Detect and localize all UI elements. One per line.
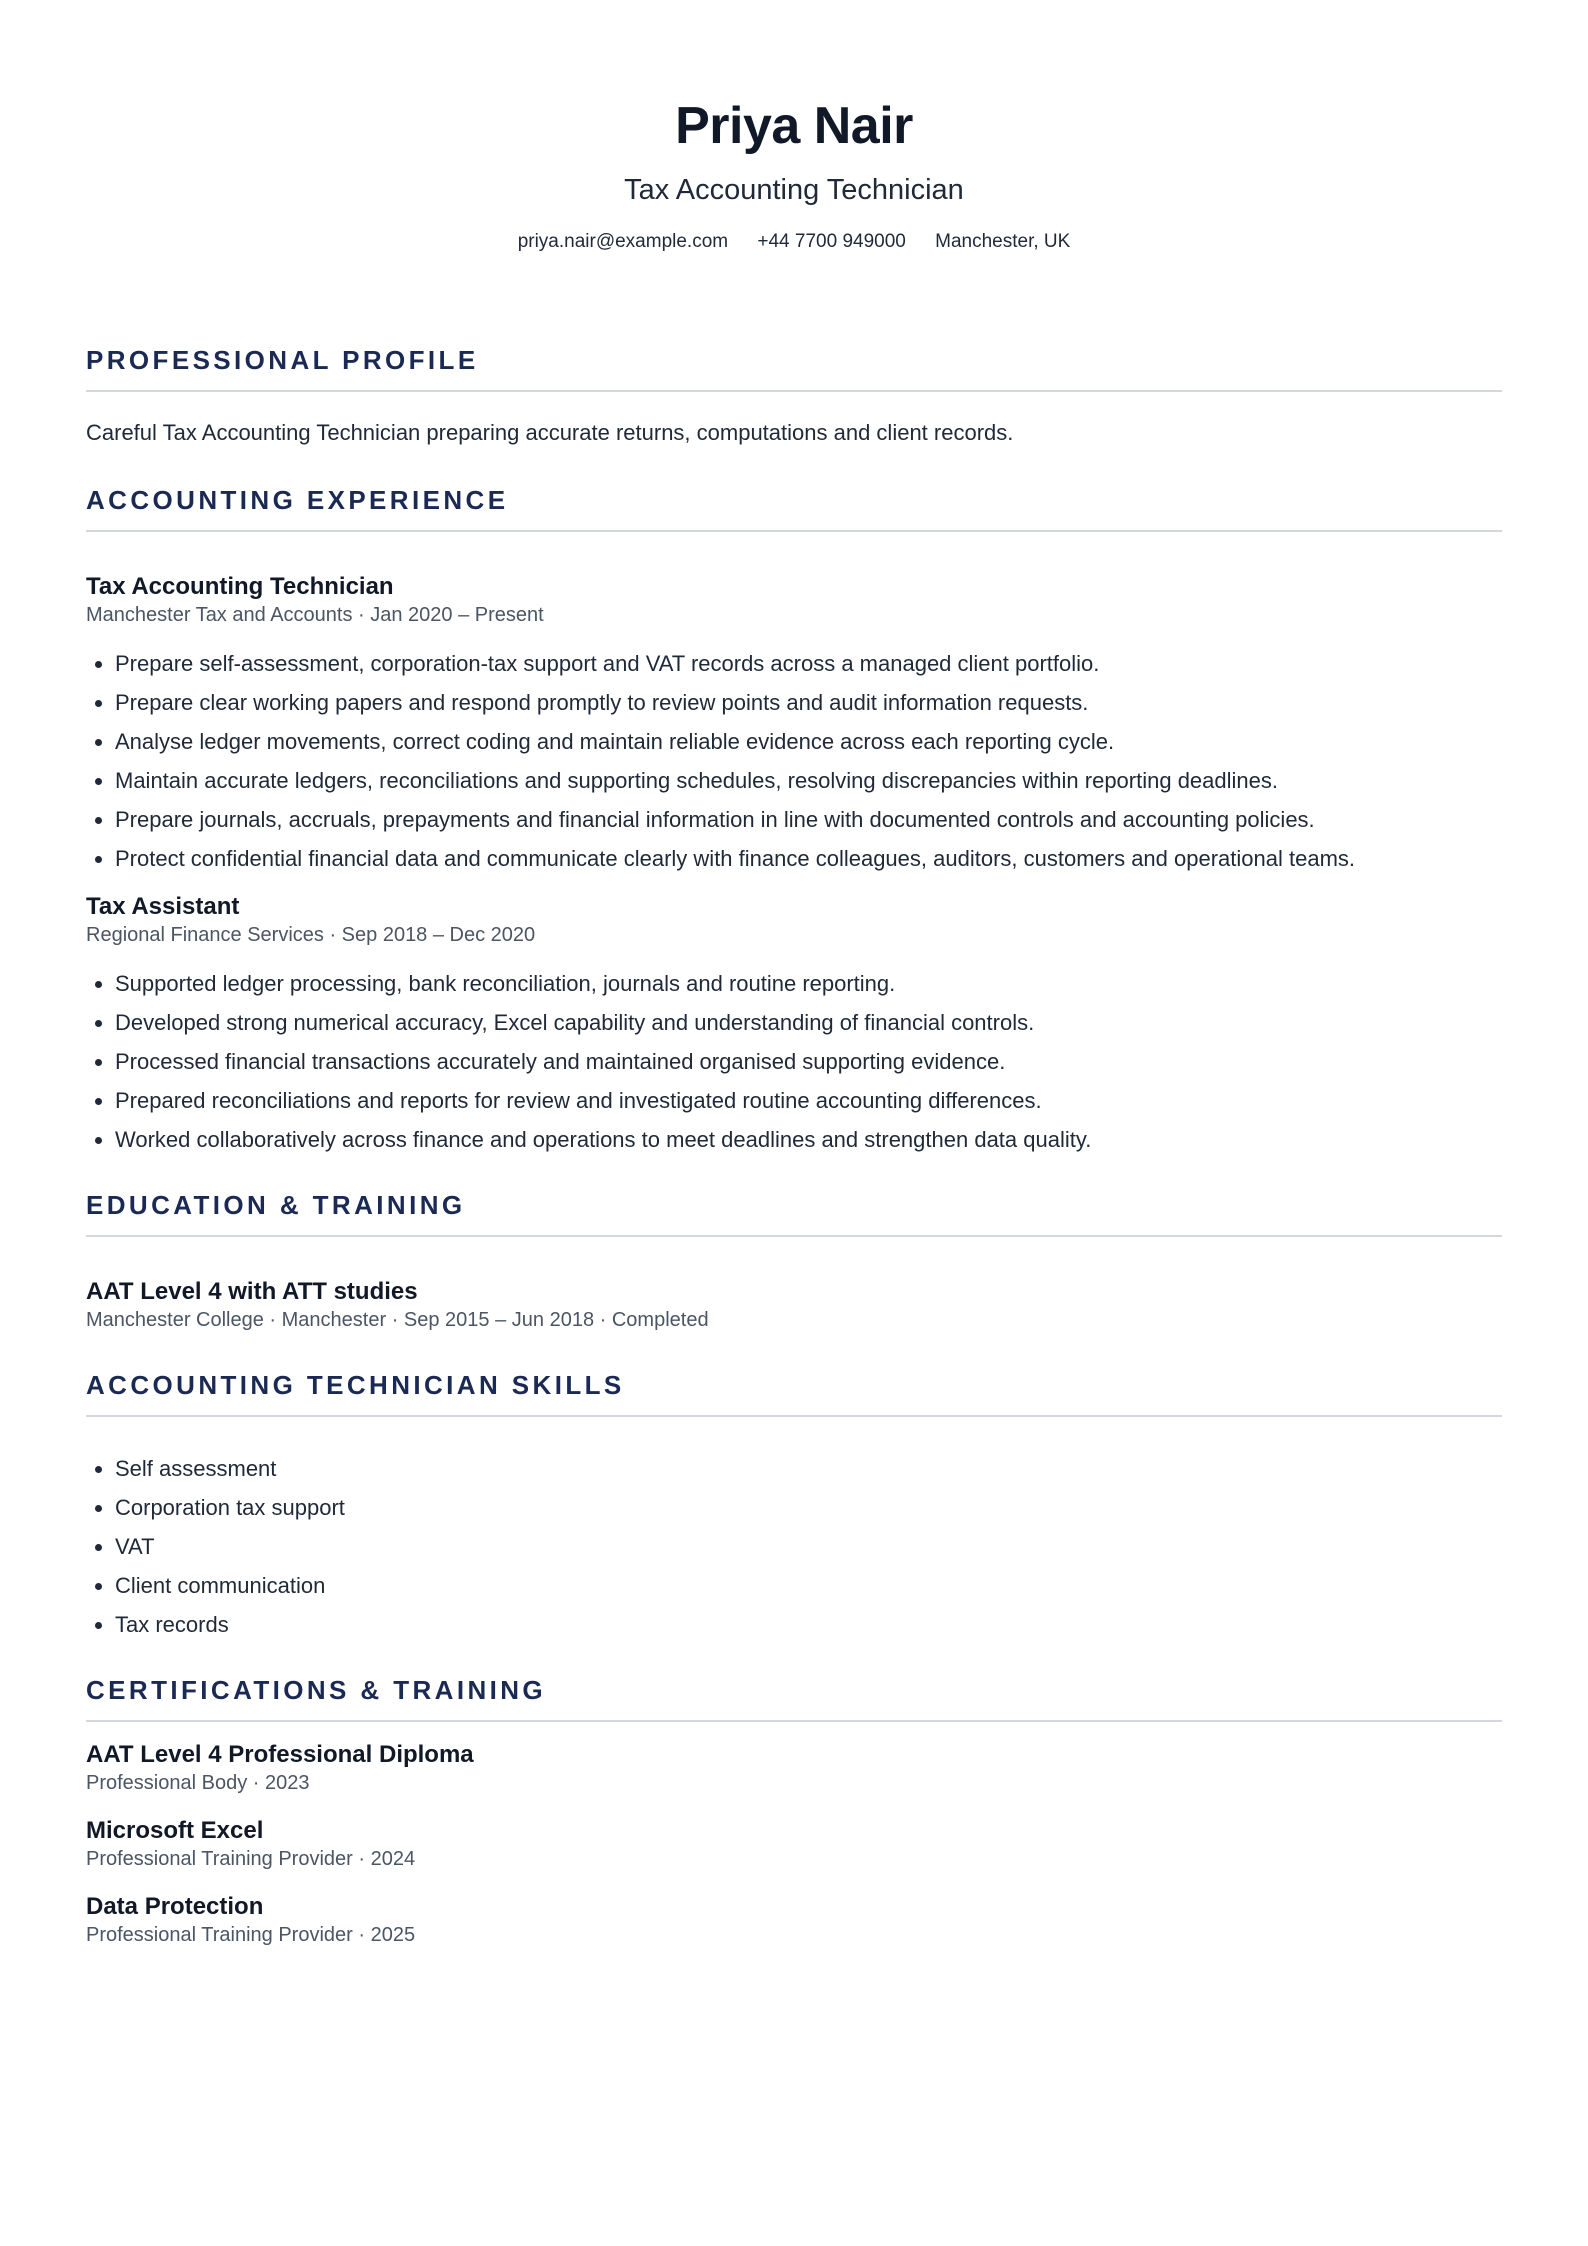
list-item: • Tax records [115, 1605, 1502, 1644]
list-item: • Supported ledger processing, bank reconciliation, journals and routine reporting. [115, 964, 1502, 1003]
profile-section [86, 344, 1502, 448]
education-section [86, 1189, 1502, 1333]
certification-meta: Professional Training Provider · 2024 [86, 1848, 416, 1870]
candidate-name: Priya Nair [675, 97, 913, 155]
job-entry [86, 892, 1502, 1159]
skills-section [86, 1369, 1502, 1644]
list-item: • Prepare clear working papers and respond promptly to review points and audit information requests. [115, 683, 1502, 722]
job-title: Tax Accounting Technician [86, 573, 394, 600]
job-meta: Manchester Tax and Accounts · Jan 2020 – Present [86, 604, 544, 626]
section-heading: PROFESSIONAL PROFILE [86, 344, 1502, 392]
list-item: • Prepare journals, accruals, prepayments and financial information in line with documented controls and accounting policies. [115, 800, 1502, 839]
education-entry [86, 1277, 1502, 1333]
certification-entry [86, 1816, 1502, 1872]
section-heading: CERTIFICATIONS & TRAINING [86, 1674, 1502, 1722]
resume-header [86, 0, 1502, 254]
list-item: • Processed financial transactions accurately and maintained organised supporting evidence. [115, 1042, 1502, 1081]
list-item: • Self assessment [115, 1449, 1502, 1488]
job-meta: Regional Finance Services · Sep 2018 – Dec 2020 [86, 924, 536, 946]
education-meta: Manchester College · Manchester · Sep 2015 – Jun 2018 · Completed [86, 1309, 709, 1331]
section-heading: ACCOUNTING TECHNICIAN SKILLS [86, 1369, 1502, 1417]
list-item: • VAT [115, 1527, 1502, 1566]
list-item: • Client communication [115, 1566, 1502, 1605]
certification-meta: Professional Body · 2023 [86, 1772, 310, 1794]
experience-section [86, 484, 1502, 1159]
certifications-section [86, 1674, 1502, 1948]
contact-line [86, 230, 1502, 254]
profile-summary: Careful Tax Accounting Technician preparing accurate returns, computations and client records. [86, 420, 1014, 445]
certification-meta: Professional Training Provider · 2025 [86, 1924, 416, 1946]
contact-location: Manchester, UK [935, 231, 1071, 252]
education-title: AAT Level 4 with ATT studies [86, 1278, 418, 1305]
job-title: Tax Assistant [86, 893, 240, 920]
certification-entry [86, 1740, 1502, 1796]
list-item: • Prepared reconciliations and reports for review and investigated routine accounting differences. [115, 1081, 1502, 1120]
list-item: • Maintain accurate ledgers, reconciliations and supporting schedules, resolving discrepancies within reporting deadlines. [115, 761, 1502, 800]
job-bullets [86, 964, 1502, 1159]
section-heading: EDUCATION & TRAINING [86, 1189, 1502, 1237]
list-item: • Worked collaboratively across finance and operations to meet deadlines and strengthen data quality. [115, 1120, 1502, 1159]
section-heading: ACCOUNTING EXPERIENCE [86, 484, 1502, 532]
list-item: • Developed strong numerical accuracy, Excel capability and understanding of financial controls. [115, 1003, 1502, 1042]
contact-email: priya.nair@example.com [517, 231, 729, 252]
list-item: • Protect confidential financial data and communicate clearly with finance colleagues, auditors, customers and operational teams. [115, 839, 1502, 878]
job-entry [86, 572, 1502, 878]
list-item: • Prepare self-assessment, corporation-tax support and VAT records across a managed client portfolio. [115, 644, 1502, 683]
list-item: • Corporation tax support [115, 1488, 1502, 1527]
job-bullets [86, 644, 1502, 878]
candidate-title: Tax Accounting Technician [624, 174, 964, 206]
list-item: • Analyse ledger movements, correct coding and maintain reliable evidence across each reporting cycle. [115, 722, 1502, 761]
certification-entry [86, 1892, 1502, 1948]
certification-title: Data Protection [86, 1893, 264, 1920]
contact-phone: +44 7700 949000 [757, 231, 906, 252]
certification-title: AAT Level 4 Professional Diploma [86, 1741, 474, 1768]
certification-title: Microsoft Excel [86, 1817, 264, 1844]
skills-list [86, 1449, 1502, 1644]
